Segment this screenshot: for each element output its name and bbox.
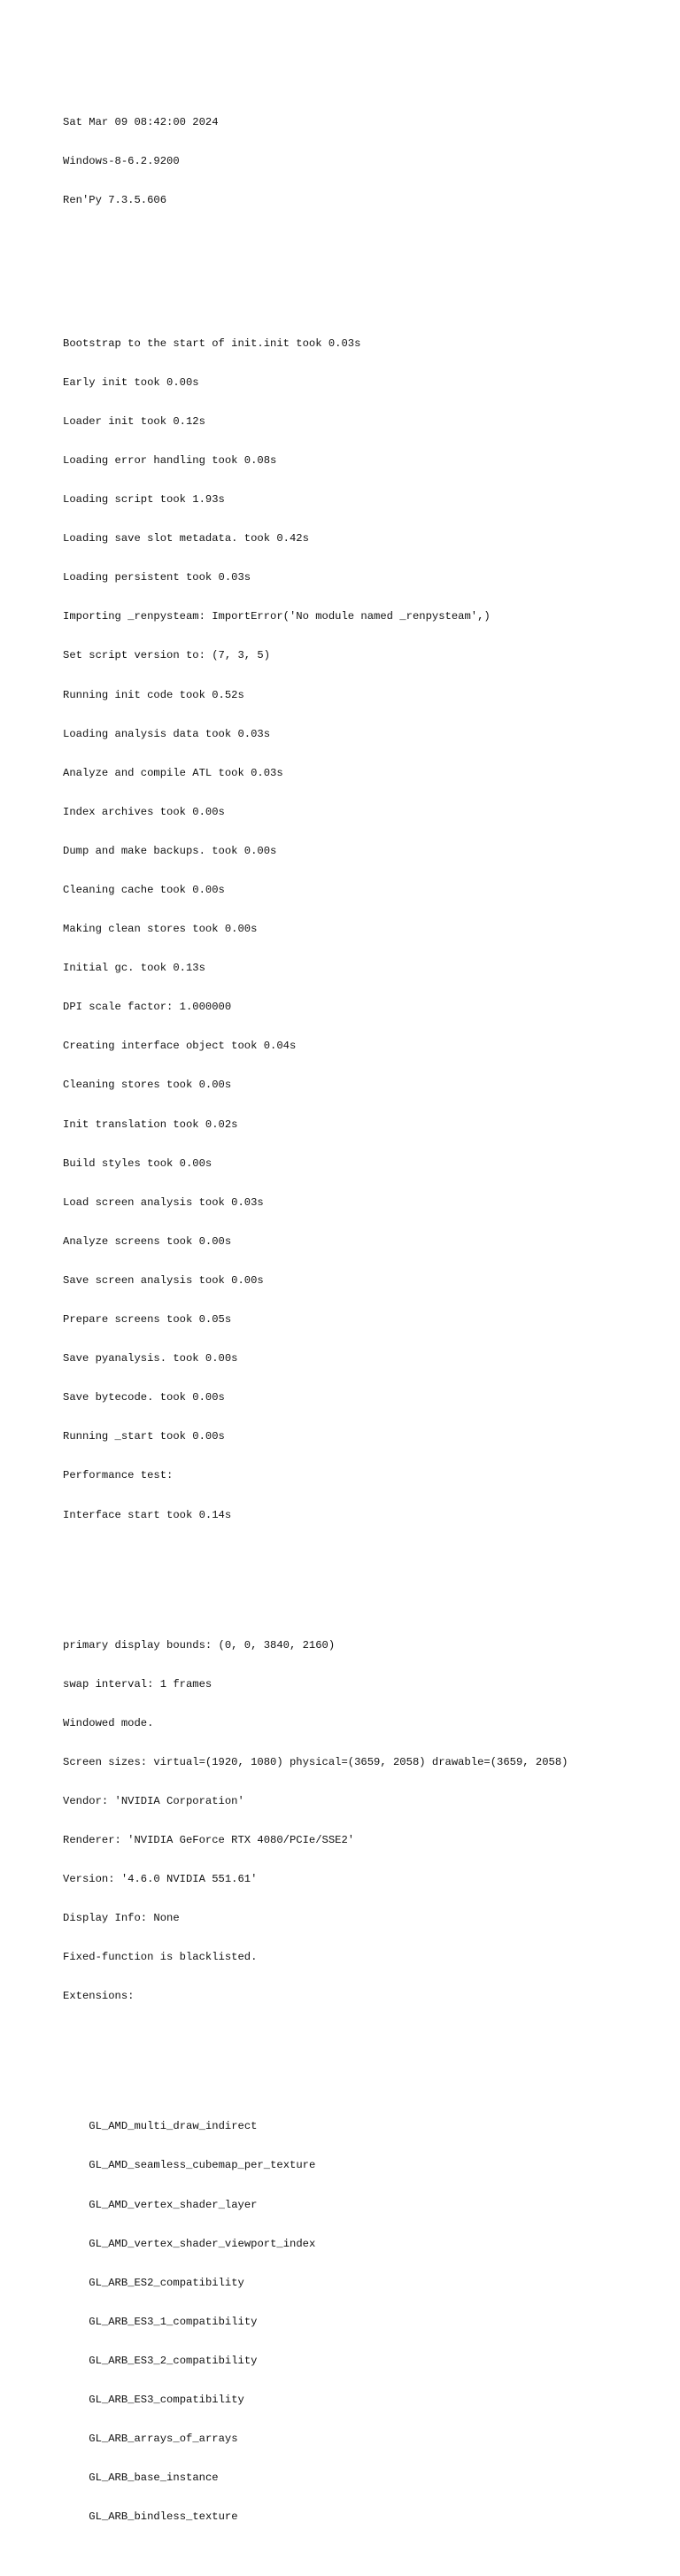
log-line: Load screen analysis took 0.03s: [63, 1195, 264, 1209]
log-line: Initial gc. took 0.13s: [63, 962, 205, 975]
log-line: Extensions:: [63, 1990, 135, 2003]
log-line: Screen sizes: virtual=(1920, 1080) physical=(3659, 2058) drawable=(3659, 2058): [63, 1755, 568, 1768]
log-line: Renderer: 'NVIDIA GeForce RTX 4080/PCIe/SSE2': [63, 1833, 355, 1846]
log-line: Early init took 0.00s: [63, 375, 199, 389]
extension-item: GL_ARB_bindless_texture: [89, 2510, 238, 2524]
log-line: Performance test:: [63, 1469, 174, 1482]
extension-item: GL_ARB_ES3_1_compatibility: [89, 2315, 258, 2328]
extension-item: GL_ARB_base_instance: [89, 2472, 219, 2485]
extension-item: GL_ARB_arrays_of_arrays: [89, 2433, 238, 2446]
log-line: Save screen analysis took 0.00s: [63, 1273, 264, 1287]
log-line: Prepare screens took 0.05s: [63, 1313, 232, 1327]
log-line: Loading analysis data took 0.03s: [63, 727, 271, 740]
init-log-section: [63, 311, 568, 1547]
log-date: Sat Mar 09 08:42:00 2024: [63, 115, 219, 128]
log-line: Save pyanalysis. took 0.00s: [63, 1352, 238, 1365]
blank-line: [63, 2055, 568, 2069]
log-line: Cleaning cache took 0.00s: [63, 884, 225, 897]
log-line: Creating interface object took 0.04s: [63, 1040, 297, 1053]
log-line: Set script version to: (7, 3, 5): [63, 649, 271, 662]
log-line: Cleaning stores took 0.00s: [63, 1079, 232, 1092]
blank-line: [63, 259, 568, 285]
log-line: Dump and make backups. took 0.00s: [63, 844, 277, 857]
log-line: Windowed mode.: [63, 1716, 154, 1729]
extension-item: GL_AMD_multi_draw_indirect: [89, 2120, 258, 2133]
log-text: [63, 64, 568, 2576]
log-line: Build styles took 0.00s: [63, 1156, 212, 1170]
log-renpy-version: Ren'Py 7.3.5.606: [63, 194, 167, 206]
extension-item: GL_ARB_ES2_compatibility: [89, 2276, 244, 2289]
log-line: Init translation took 0.02s: [63, 1118, 238, 1131]
log-line: Making clean stores took 0.00s: [63, 923, 258, 936]
display-log-section: [63, 1613, 568, 2029]
extension-item: GL_AMD_vertex_shader_viewport_index: [89, 2237, 316, 2250]
extensions-list: [63, 2094, 568, 2549]
log-line: Loading persistent took 0.03s: [63, 571, 251, 584]
log-line: Version: '4.6.0 NVIDIA 551.61': [63, 1873, 258, 1886]
log-line: DPI scale factor: 1.000000: [63, 1001, 232, 1014]
log-line: Display Info: None: [63, 1912, 180, 1925]
log-line: Loading error handling took 0.08s: [63, 453, 277, 467]
log-line: Save bytecode. took 0.00s: [63, 1391, 225, 1404]
header-section: [63, 89, 568, 233]
log-line: Analyze and compile ATL took 0.03s: [63, 766, 283, 779]
extension-item: GL_AMD_vertex_shader_layer: [89, 2198, 258, 2211]
log-line: Bootstrap to the start of init.init took 0.03s: [63, 337, 361, 350]
log-line: Interface start took 0.14s: [63, 1508, 232, 1521]
log-line: Fixed-function is blacklisted.: [63, 1951, 258, 1964]
log-os: Windows-8-6.2.9200: [63, 154, 180, 167]
log-line: Running _start took 0.00s: [63, 1430, 225, 1443]
log-line: Loader init took 0.12s: [63, 414, 205, 428]
extension-item: GL_AMD_seamless_cubemap_per_texture: [89, 2159, 316, 2172]
log-line: Analyze screens took 0.00s: [63, 1234, 232, 1248]
extension-item: GL_ARB_ES3_2_compatibility: [89, 2354, 258, 2367]
log-line: Importing _renpysteam: ImportError('No module named _renpysteam',): [63, 610, 491, 623]
log-line: primary display bounds: (0, 0, 3840, 2160): [63, 1638, 336, 1652]
log-line: Loading script took 1.93s: [63, 493, 225, 507]
blank-line: [63, 1574, 568, 1587]
log-line: swap interval: 1 frames: [63, 1677, 212, 1690]
log-line: Loading save slot metadata. took 0.42s: [63, 532, 309, 545]
log-line: Running init code took 0.52s: [63, 688, 244, 701]
log-line: Vendor: 'NVIDIA Corporation': [63, 1794, 244, 1807]
log-line: Index archives took 0.00s: [63, 805, 225, 818]
extension-item: GL_ARB_ES3_compatibility: [89, 2394, 244, 2407]
